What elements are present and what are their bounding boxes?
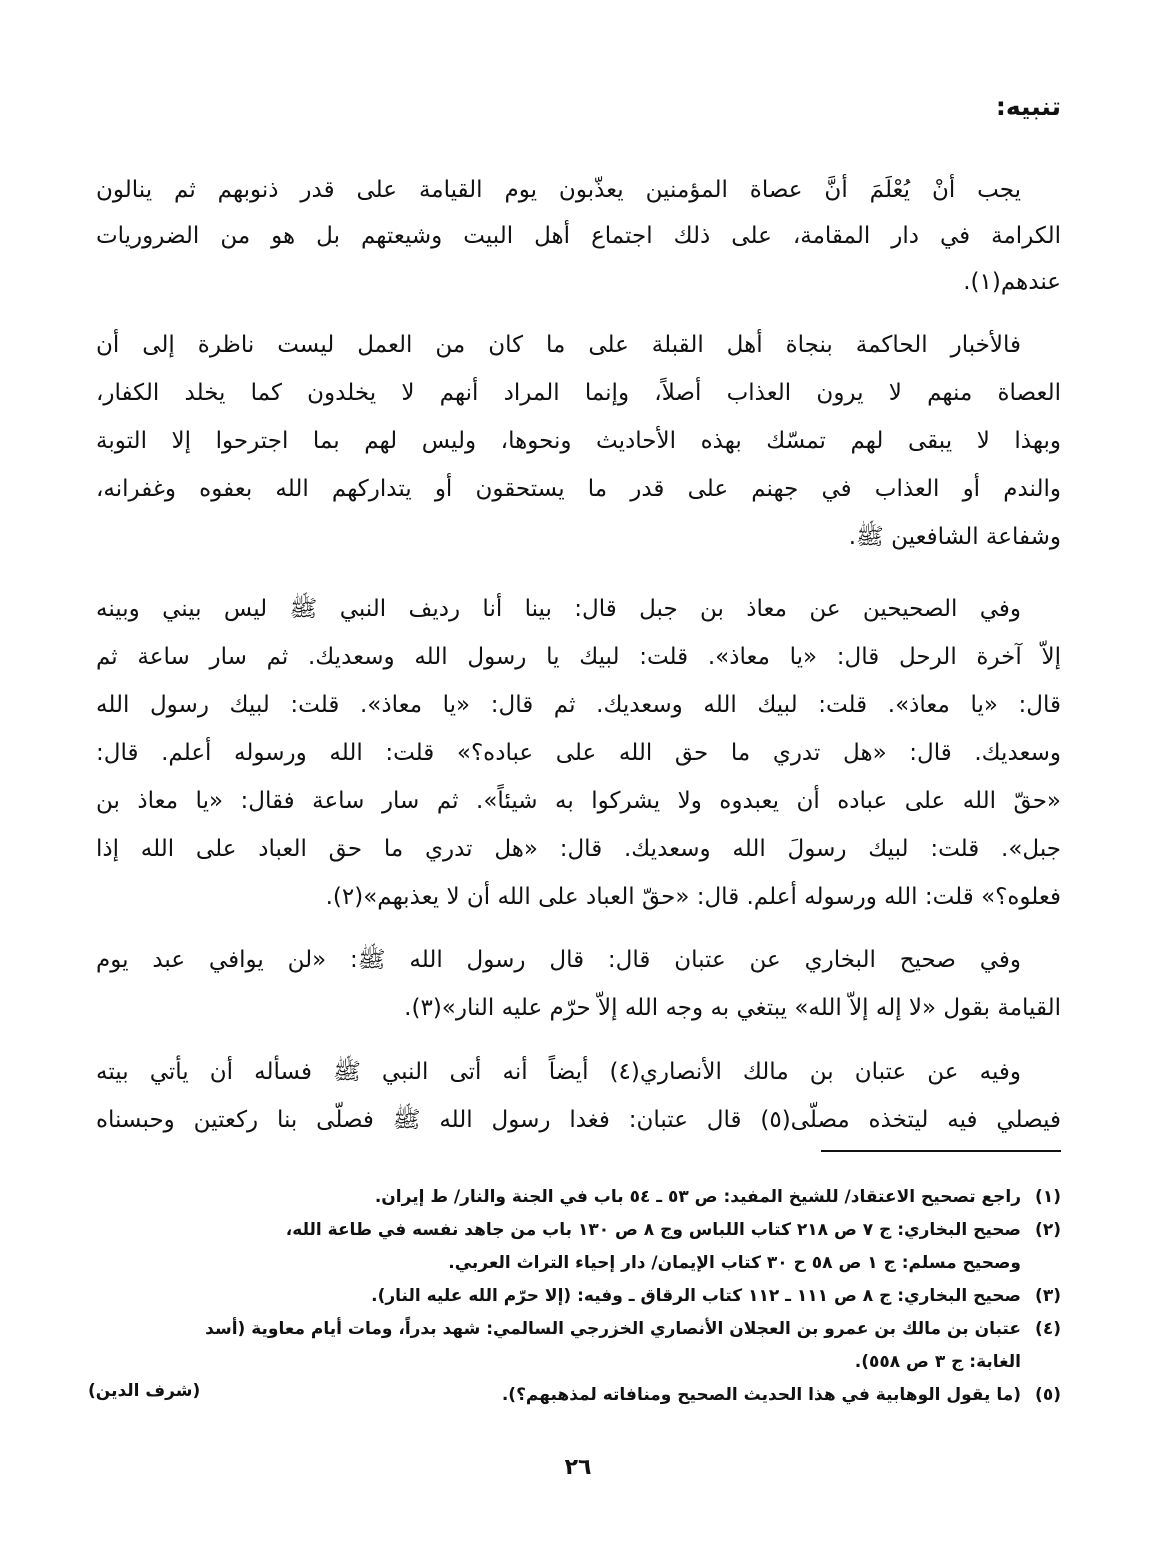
footnote-text: راجع تصحيح الاعتقاد/ للشيخ المفيد: ص ٥٣ ـ ٥٤ باب في الجنة والنار/ ط إيران. [374,1187,1021,1207]
footnote-line [96,1281,1061,1311]
footnote-line [96,1182,1061,1212]
paragraph-line: العصاة منهم لا يرون العذاب أصلاً، وإنما المراد أنهم لا يخلدون كما يخلد الكفار، [96,380,1061,406]
footnote-text: صحيح البخاري: ج ٧ ص ٢١٨ كتاب اللباس وج ٨ ص ١٣٠ باب من جاهد نفسه في طاعة الله، [285,1220,1021,1240]
footnote-text: الغابة: ج ٣ ص ٥٥٨). [854,1352,1021,1372]
footnote-text: وصحيح مسلم: ج ١ ص ٥٨ ح ٣٠ كتاب الإيمان/ دار إحياء التراث العربي. [448,1253,1021,1273]
footnote-text: صحيح البخاري: ج ٨ ص ١١١ ـ ١١٢ كتاب الرقاق ـ وفيه: (إلا حرّم الله عليه النار). [371,1286,1021,1306]
paragraph-line: عندهم(١). [963,269,1061,295]
section-heading: تنبيه: [995,92,1061,121]
footnote-number: (٤) [1035,1319,1061,1339]
footnote-number: (١) [1035,1187,1061,1207]
paragraph-line: جبل». قلت: لبيك رسولَ الله وسعديك. قال: «هل تدري ما حق العباد على الله إذا [96,836,1061,862]
paragraph-line: يجب أنْ يُعْلَمَ أنَّ عصاة المؤمنين يعذّبون يوم القيامة على قدر ذنوبهم ثم ينالون [96,177,1021,203]
footnote-signature: (شرف الدين) [88,1381,201,1401]
paragraph-line: فعلوه؟» قلت: الله ورسوله أعلم. قال: «حقّ العباد على الله أن لا يعذبهم»(٢). [325,884,1061,910]
paragraph-line: وشفاعة الشافعين ﷺ. [848,524,1061,550]
paragraph-line: «حقّ الله على عباده أن يعبدوه ولا يشركوا به شيئاً». ثم سار ساعة فقال: «يا معاذ بن [96,788,1061,814]
paragraph-line: قال: «يا معاذ». قلت: لبيك الله وسعديك. ثم قال: «يا معاذ». قلت: لبيك رسول الله [96,692,1061,718]
footnote-line [96,1347,1061,1377]
footnote-number: (٢) [1035,1220,1061,1240]
paragraph-line: وسعديك. قال: «هل تدري ما حق الله على عباده؟» قلت: الله ورسوله أعلم. قال: [96,740,1061,766]
paragraph-line: القيامة بقول «لا إله إلاّ الله» يبتغي به وجه الله إلاّ حرّم عليه النار»(٣). [404,995,1061,1021]
footnote-text: (ما يقول الوهابية في هذا الحديث الصحيح ومنافاته لمذهبهم؟). [501,1385,1021,1405]
paragraph-line: فالأخبار الحاكمة بنجاة أهل القبلة على ما كان من العمل ليست ناظرة إلى أن [96,332,1021,358]
page-number: ٢٦ [564,1455,592,1480]
paragraph-line: وفي صحيح البخاري عن عتبان قال: قال رسول الله ﷺ: «لن يوافي عبد يوم [96,947,1021,973]
paragraph-line: إلاّ آخرة الرحل قال: «يا معاذ». قلت: لبيك يا رسول الله وسعديك. ثم سار ساعة ثم [96,644,1061,670]
paragraph-line: فيصلي فيه ليتخذه مصلّى(٥) قال عتبان: فغدا رسول الله ﷺ فصلّى بنا ركعتين وحبسناه [96,1107,1061,1133]
paragraph-line: والندم أو العذاب في جهنم على قدر ما يستحقون أو يتداركهم الله بعفوه وغفرانه، [96,476,1061,502]
footnote-line [96,1248,1061,1278]
paragraph-line: وفي الصحيحين عن معاذ بن جبل قال: بينا أنا رديف النبي ﷺ ليس بيني وبينه [96,596,1021,622]
paragraph-line: وبهذا لا يبقى لهم تمسّك بهذه الأحاديث ونحوها، وليس لهم بما اجترحوا إلا التوبة [96,428,1061,454]
footnote-line [96,1314,1061,1344]
footnote-number: (٥) [1035,1385,1061,1405]
footnote-separator [821,1150,1061,1152]
footnote-number: (٣) [1035,1286,1061,1306]
footnote-line [96,1380,1061,1410]
paragraph-line: الكرامة في دار المقامة، على ذلك اجتماع أهل البيت وشيعتهم بل هو من الضروريات [96,223,1061,249]
footnote-line [96,1215,1061,1245]
footnote-text: عتبان بن مالك بن عمرو بن العجلان الأنصاري الخزرجي السالمي: شهد بدراً، ومات أيام معاوية (أسد [205,1319,1021,1339]
paragraph-line: وفيه عن عتبان بن مالك الأنصاري(٤) أيضاً أنه أتى النبي ﷺ فسأله أن يأتي بيته [96,1059,1021,1085]
